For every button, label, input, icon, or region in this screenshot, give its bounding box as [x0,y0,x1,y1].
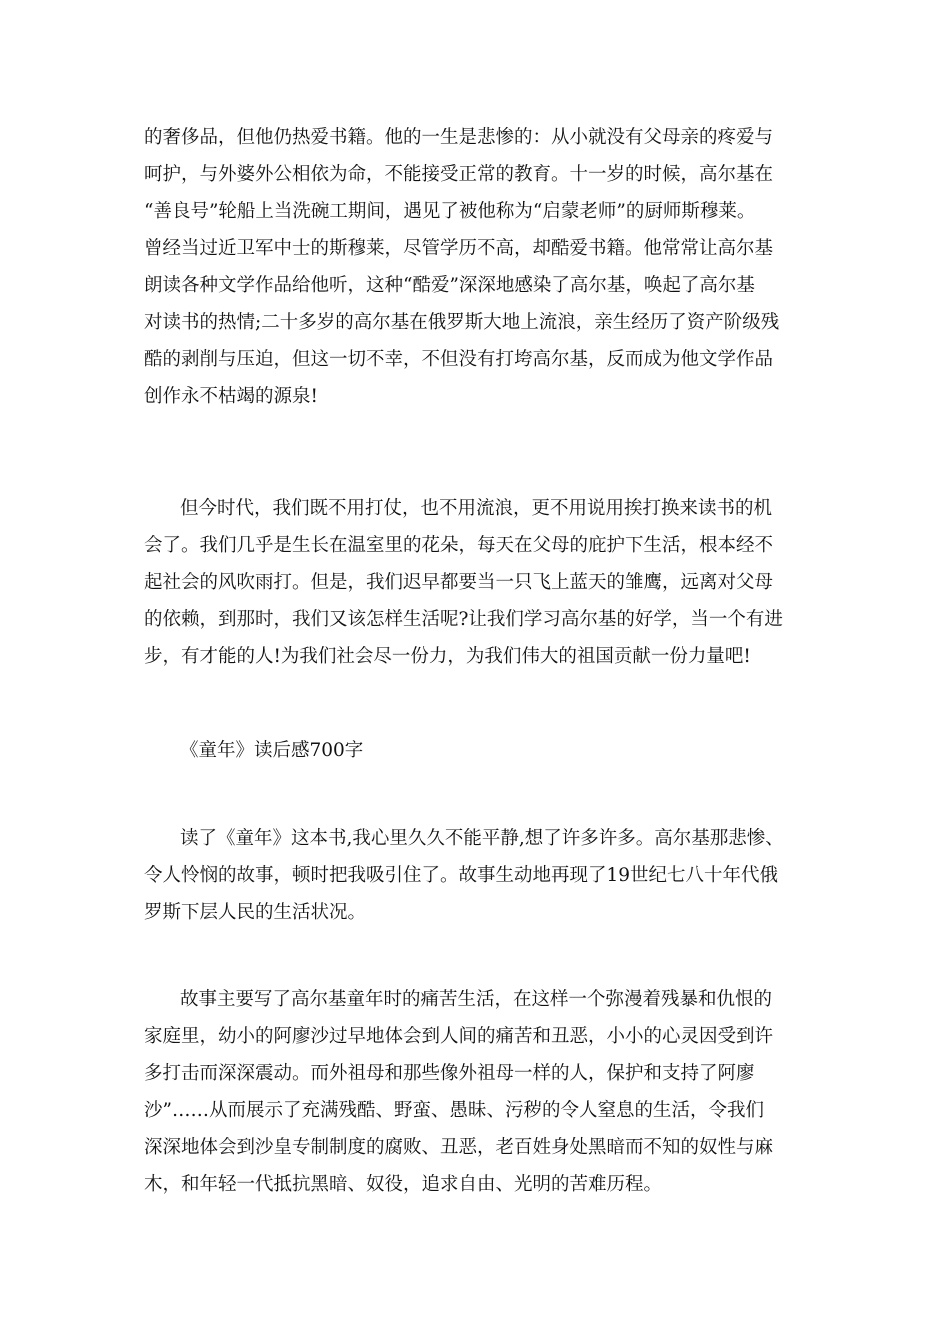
text-line: 多打击而深深震动。而外祖母和那些像外祖母一样的人，保护和支持了阿廖 [144,1063,755,1084]
text-line: “善良号”轮船上当洗碗工期间，遇见了被他称为“启蒙老师”的厨师斯穆莱。 [144,201,756,222]
paragraph-2 [144,490,804,675]
paragraph-1 [144,119,804,415]
text-line: 起社会的风吹雨打。但是，我们迟早都要当一只飞上蓝天的雏鹰，远离对父母 [144,572,774,593]
text-line: 对读书的热情;二十多岁的高尔基在俄罗斯大地上流浪，亲生经历了资产阶级残 [144,312,780,333]
text-line: 木，和年轻一代抵抗黑暗、奴役，追求自由、光明的苦难历程。 [144,1174,663,1195]
text-line: 酷的剥削与压迫，但这一切不幸，不但没有打垮高尔基，反而成为他文学作品 [144,349,774,370]
text-line: 故事主要写了高尔基童年时的痛苦生活，在这样一个弥漫着残暴和仇恨的 [180,989,773,1010]
text-line: 罗斯下层人民的生活状况。 [144,902,367,923]
text-line: 会了。我们几乎是生长在温室里的花朵，每天在父母的庇护下生活，根本经不 [144,535,774,556]
text-line: 但今时代，我们既不用打仗，也不用流浪，更不用说用挨打换来读书的机 [180,498,773,519]
text-line: 的奢侈品，但他仍热爱书籍。他的一生是悲惨的：从小就没有父母亲的疼爱与 [144,127,774,148]
text-line: 深深地体会到沙皇专制制度的腐败、丑恶，老百姓身处黑暗而不知的奴性与麻 [144,1137,774,1158]
paragraph-4 [144,981,804,1203]
text-line: 令人怜悯的故事，顿时把我吸引住了。故事生动地再现了19世纪七八十年代俄 [144,865,779,886]
heading-line: 《童年》读后感700字 [180,740,364,761]
text-line: 家庭里，幼小的阿廖沙过早地体会到人间的痛苦和丑恶，小小的心灵因受到许 [144,1026,774,1047]
text-line: 创作永不枯竭的源泉! [144,386,318,407]
paragraph-3 [144,820,804,931]
text-line: 步，有才能的人!为我们社会尽一份力，为我们伟大的祖国贡献一份力量吧! [144,646,751,667]
text-line: 沙”……从而展示了充满残酷、野蛮、愚昧、污秽的令人窒息的生活，令我们 [144,1100,764,1121]
section-heading [144,732,804,769]
text-line: 的依赖，到那时，我们又该怎样生活呢?让我们学习高尔基的好学，当一个有进 [144,609,783,630]
text-line: 呵护，与外婆外公相依为命，不能接受正常的教育。十一岁的时候，高尔基在 [144,164,774,185]
text-line: 读了《童年》这本书,我心里久久不能平静,想了许多许多。高尔基那悲惨、 [180,828,784,849]
text-line: 曾经当过近卫军中士的斯穆莱，尽管学历不高，却酷爱书籍。他常常让高尔基 [144,238,774,259]
text-line: 朗读各种文学作品给他听，这种“酷爱”深深地感染了高尔基，唤起了高尔基 [144,275,755,296]
